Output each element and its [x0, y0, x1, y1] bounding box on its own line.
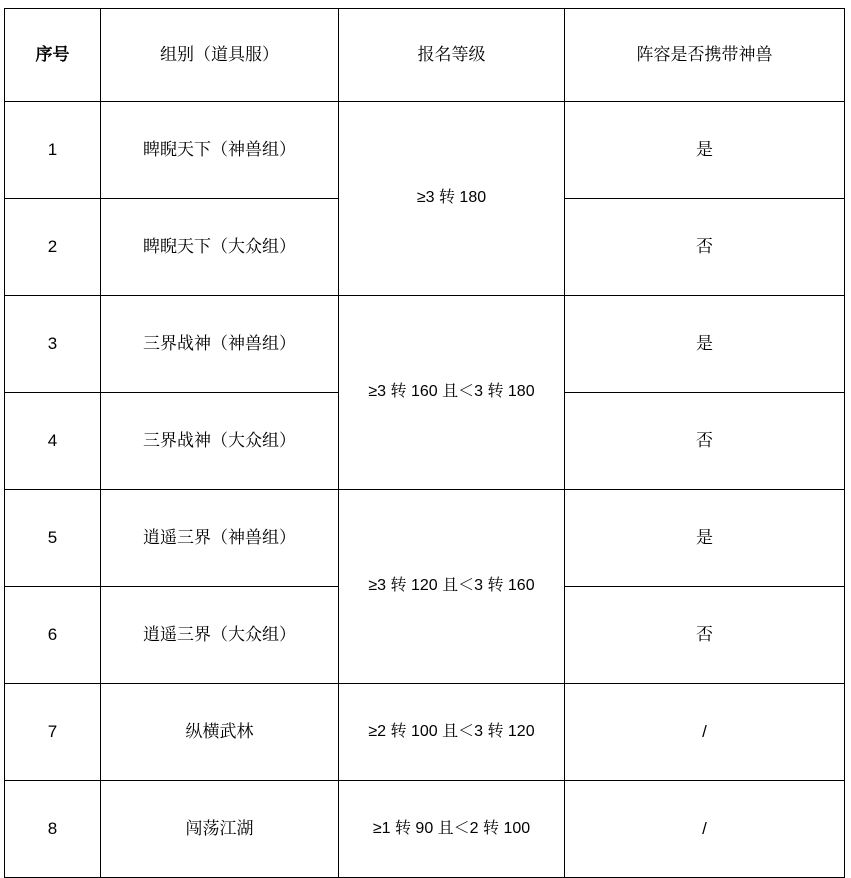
cell-group: 纵横武林	[101, 684, 339, 781]
table-header	[5, 9, 845, 102]
table-row	[5, 781, 845, 878]
cell-beast: 否	[565, 393, 845, 490]
header-cell-level: 报名等级	[339, 9, 565, 102]
registration-table	[4, 8, 845, 878]
table-row	[5, 684, 845, 781]
cell-no: 2	[5, 199, 101, 296]
table-row	[5, 490, 845, 587]
cell-beast: 否	[565, 199, 845, 296]
cell-level: ≥3 转 180	[339, 102, 565, 296]
cell-beast: 是	[565, 102, 845, 199]
cell-no: 7	[5, 684, 101, 781]
cell-group: 逍遥三界（神兽组）	[101, 490, 339, 587]
table-row	[5, 296, 845, 393]
cell-group: 睥睨天下（大众组）	[101, 199, 339, 296]
cell-group: 三界战神（大众组）	[101, 393, 339, 490]
cell-beast: 是	[565, 296, 845, 393]
cell-beast: /	[565, 684, 845, 781]
header-cell-beast: 阵容是否携带神兽	[565, 9, 845, 102]
cell-beast: 否	[565, 587, 845, 684]
cell-level: ≥3 转 160 且＜3 转 180	[339, 296, 565, 490]
cell-group: 睥睨天下（神兽组）	[101, 102, 339, 199]
table-row	[5, 102, 845, 199]
cell-level: ≥2 转 100 且＜3 转 120	[339, 684, 565, 781]
cell-no: 4	[5, 393, 101, 490]
cell-beast: 是	[565, 490, 845, 587]
cell-no: 5	[5, 490, 101, 587]
cell-no: 3	[5, 296, 101, 393]
header-cell-group: 组别（道具服）	[101, 9, 339, 102]
cell-level: ≥3 转 120 且＜3 转 160	[339, 490, 565, 684]
cell-group: 闯荡江湖	[101, 781, 339, 878]
table-header-row	[5, 9, 845, 102]
cell-group: 逍遥三界（大众组）	[101, 587, 339, 684]
cell-level: ≥1 转 90 且＜2 转 100	[339, 781, 565, 878]
cell-no: 6	[5, 587, 101, 684]
header-cell-no: 序号	[5, 9, 101, 102]
cell-group: 三界战神（神兽组）	[101, 296, 339, 393]
cell-beast: /	[565, 781, 845, 878]
table-body	[5, 102, 845, 878]
cell-no: 8	[5, 781, 101, 878]
cell-no: 1	[5, 102, 101, 199]
